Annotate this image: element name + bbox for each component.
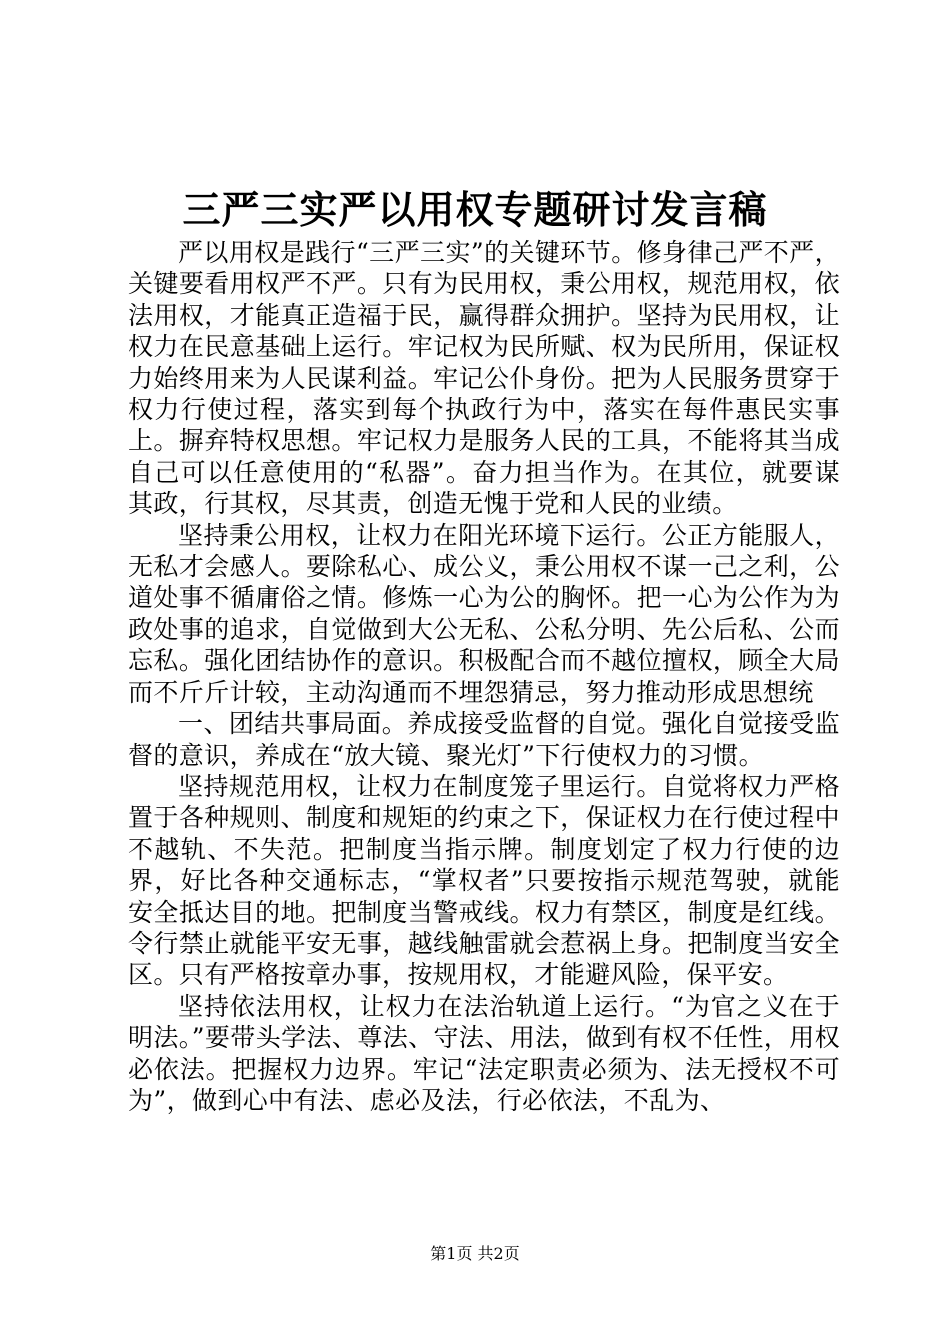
paragraph-4: 坚持规范用权，让权力在制度笼子里运行。自觉将权力严格置于各种规则、制度和规矩的约束之下，保证权力在行使过程中不越轨、不失范。把制度当指示牌。制度划定了权力行使的边界，好比各种交通标志，“掌权者”只要按指示规范驾驶，就能安全抵达目的地。把制度当警戒线。权力有禁区，制度是红线。令行禁止就能平安无事，越线触雷就会惹祸上身。把制度当安全区。只有严格按章办事，按规用权，才能避风险，保平安。 (128, 771, 840, 990)
page-number-footer: 第1页 共2页 (430, 1244, 520, 1263)
paragraph-3: 一、团结共事局面。养成接受监督的自觉。强化自觉接受监督的意识，养成在“放大镜、聚光灯”下行使权力的习惯。 (128, 709, 840, 770)
paragraph-2: 坚持秉公用权，让权力在阳光环境下运行。公正方能服人，无私才会感人。要除私心、成公义，秉公用权不谋一己之利，公道处事不循庸俗之情。修炼一心为公的胸怀。把一心为公作为为政处事的追求，自觉做到大公无私、公私分明、先公后私、公而忘私。强化团结协作的意识。积极配合而不越位擅权，顾全大局而不斤斤计较，主动沟通而不埋怨猜忌，努力推动形成思想统 (128, 520, 840, 707)
paragraph-1: 严以用权是践行“三严三实”的关键环节。修身律己严不严，关键要看用权严不严。只有为民用权，秉公用权，规范用权，依法用权，才能真正造福于民，赢得群众拥护。坚持为民用权，让权力在民意基础上运行。牢记权为民所赋、权为民所用，保证权力始终用来为人民谋利益。牢记公仆身份。把为人民服务贯穿于权力行使过程，落实到每个执政行为中，落实在每件惠民实事上。摒弃特权思想。牢记权力是服务人民的工具，不能将其当成自己可以任意使用的“私器”。奋力担当作为。在其位，就要谋其政，行其权，尽其责，创造无愧于党和人民的业绩。 (128, 238, 840, 519)
paragraph-5: 坚持依法用权，让权力在法治轨道上运行。“为官之义在于明法。”要带头学法、尊法、守法、用法，做到有权不任性，用权必依法。把握权力边界。牢记“法定职责必须为、法无授权不可为”，做到心中有法、虑必及法，行必依法，不乱为、 (128, 991, 840, 1115)
document-title: 三严三实严以用权专题研讨发言稿 (182, 187, 768, 232)
document-body (128, 237, 840, 1116)
